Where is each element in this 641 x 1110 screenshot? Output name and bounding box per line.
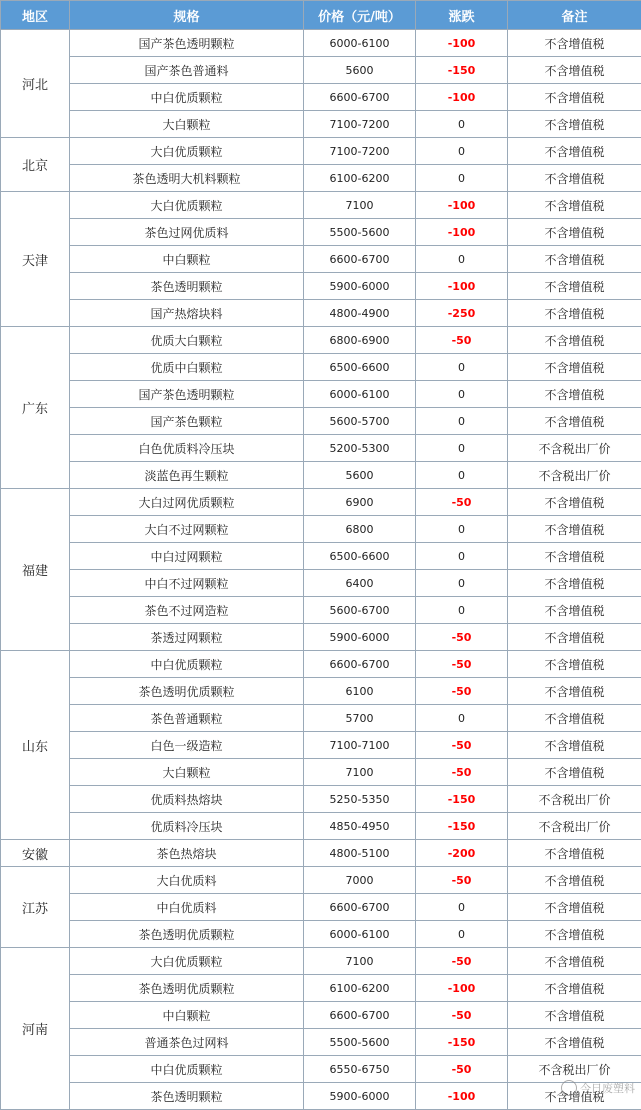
note-cell: 不含税出厂价	[508, 1056, 641, 1083]
change-cell: -50	[416, 327, 508, 354]
change-cell: -50	[416, 1056, 508, 1083]
price-cell: 6800-6900	[304, 327, 416, 354]
price-cell: 6500-6600	[304, 543, 416, 570]
price-cell: 5250-5350	[304, 786, 416, 813]
spec-cell: 中白优质颗粒	[70, 84, 304, 111]
table-row	[1, 921, 641, 948]
price-cell: 7000	[304, 867, 416, 894]
note-cell: 不含增值税	[508, 327, 641, 354]
spec-cell: 大白优质颗粒	[70, 948, 304, 975]
watermark-text: 今日废塑料	[580, 1080, 635, 1096]
note-cell: 不含增值税	[508, 867, 641, 894]
change-cell: 0	[416, 462, 508, 489]
note-cell: 不含增值税	[508, 408, 641, 435]
note-cell: 不含增值税	[508, 921, 641, 948]
note-cell: 不含增值税	[508, 354, 641, 381]
region-cell: 福建	[1, 489, 70, 651]
table-row	[1, 894, 641, 921]
table-row	[1, 759, 641, 786]
table-row	[1, 1002, 641, 1029]
region-cell: 广东	[1, 327, 70, 489]
spec-cell: 茶色透明大机料颗粒	[70, 165, 304, 192]
change-cell: -50	[416, 1002, 508, 1029]
table-row	[1, 30, 641, 57]
spec-cell: 茶透过网颗粒	[70, 624, 304, 651]
region-cell: 北京	[1, 138, 70, 192]
table-row	[1, 597, 641, 624]
note-cell: 不含增值税	[508, 219, 641, 246]
header-price: 价格（元/吨）	[304, 1, 416, 30]
spec-cell: 普通茶色过网料	[70, 1029, 304, 1056]
note-cell: 不含增值税	[508, 597, 641, 624]
change-cell: 0	[416, 597, 508, 624]
change-cell: 0	[416, 705, 508, 732]
spec-cell: 茶色透明优质颗粒	[70, 678, 304, 705]
table-row	[1, 1056, 641, 1083]
table-row	[1, 354, 641, 381]
spec-cell: 国产热熔块料	[70, 300, 304, 327]
table-row	[1, 435, 641, 462]
region-cell: 河北	[1, 30, 70, 138]
change-cell: 0	[416, 408, 508, 435]
change-cell: 0	[416, 894, 508, 921]
table-row	[1, 705, 641, 732]
table-row	[1, 381, 641, 408]
spec-cell: 大白颗粒	[70, 111, 304, 138]
note-cell: 不含增值税	[508, 381, 641, 408]
table-row	[1, 732, 641, 759]
header-row	[1, 1, 641, 30]
price-cell: 5600	[304, 462, 416, 489]
change-cell: 0	[416, 246, 508, 273]
change-cell: 0	[416, 543, 508, 570]
table-row	[1, 408, 641, 435]
price-cell: 7100-7200	[304, 111, 416, 138]
spec-cell: 茶色热熔块	[70, 840, 304, 867]
note-cell: 不含增值税	[508, 516, 641, 543]
price-cell: 7100-7100	[304, 732, 416, 759]
table-row	[1, 867, 641, 894]
table-row	[1, 543, 641, 570]
note-cell: 不含增值税	[508, 300, 641, 327]
price-cell: 7100	[304, 192, 416, 219]
spec-cell: 中白颗粒	[70, 246, 304, 273]
note-cell: 不含增值税	[508, 732, 641, 759]
price-cell: 5500-5600	[304, 1029, 416, 1056]
price-cell: 7100	[304, 759, 416, 786]
table-row	[1, 975, 641, 1002]
note-cell: 不含增值税	[508, 246, 641, 273]
note-cell: 不含税出厂价	[508, 786, 641, 813]
price-cell: 6600-6700	[304, 651, 416, 678]
note-cell: 不含增值税	[508, 489, 641, 516]
table-row	[1, 327, 641, 354]
spec-cell: 大白优质料	[70, 867, 304, 894]
change-cell: -100	[416, 1083, 508, 1110]
spec-cell: 国产茶色普通料	[70, 57, 304, 84]
change-cell: 0	[416, 354, 508, 381]
price-cell: 4850-4950	[304, 813, 416, 840]
spec-cell: 中白优质颗粒	[70, 651, 304, 678]
change-cell: -100	[416, 30, 508, 57]
table-row	[1, 624, 641, 651]
note-cell: 不含增值税	[508, 1002, 641, 1029]
note-cell: 不含增值税	[508, 570, 641, 597]
table-row	[1, 111, 641, 138]
spec-cell: 茶色透明优质颗粒	[70, 975, 304, 1002]
note-cell: 不含增值税	[508, 138, 641, 165]
note-cell: 不含增值税	[508, 894, 641, 921]
table-row	[1, 165, 641, 192]
change-cell: -100	[416, 84, 508, 111]
watermark	[561, 1080, 635, 1096]
region-cell: 山东	[1, 651, 70, 840]
price-cell: 6500-6600	[304, 354, 416, 381]
table-row	[1, 57, 641, 84]
table-row	[1, 192, 641, 219]
note-cell: 不含增值税	[508, 30, 641, 57]
note-cell: 不含增值税	[508, 1029, 641, 1056]
spec-cell: 中白不过网颗粒	[70, 570, 304, 597]
price-cell: 6600-6700	[304, 246, 416, 273]
note-cell: 不含增值税	[508, 192, 641, 219]
header-note: 备注	[508, 1, 641, 30]
note-cell: 不含增值税	[508, 948, 641, 975]
spec-cell: 中白优质颗粒	[70, 1056, 304, 1083]
spec-cell: 大白颗粒	[70, 759, 304, 786]
note-cell: 不含增值税	[508, 705, 641, 732]
table-row	[1, 786, 641, 813]
table-row	[1, 273, 641, 300]
change-cell: -50	[416, 948, 508, 975]
table-row	[1, 651, 641, 678]
table-row	[1, 138, 641, 165]
spec-cell: 茶色普通颗粒	[70, 705, 304, 732]
note-cell: 不含增值税	[508, 840, 641, 867]
change-cell: 0	[416, 381, 508, 408]
table-row	[1, 300, 641, 327]
header-change: 涨跌	[416, 1, 508, 30]
note-cell: 不含增值税	[508, 57, 641, 84]
table-row	[1, 462, 641, 489]
spec-cell: 国产茶色颗粒	[70, 408, 304, 435]
price-cell: 4800-4900	[304, 300, 416, 327]
spec-cell: 优质大白颗粒	[70, 327, 304, 354]
table-row	[1, 489, 641, 516]
region-cell: 天津	[1, 192, 70, 327]
price-cell: 6900	[304, 489, 416, 516]
price-cell: 6600-6700	[304, 84, 416, 111]
table-row	[1, 678, 641, 705]
change-cell: -100	[416, 273, 508, 300]
change-cell: -100	[416, 219, 508, 246]
change-cell: -200	[416, 840, 508, 867]
price-cell: 7100-7200	[304, 138, 416, 165]
change-cell: -150	[416, 1029, 508, 1056]
change-cell: -50	[416, 732, 508, 759]
change-cell: -100	[416, 975, 508, 1002]
spec-cell: 中白过网颗粒	[70, 543, 304, 570]
change-cell: -50	[416, 489, 508, 516]
price-cell: 6800	[304, 516, 416, 543]
price-cell: 6600-6700	[304, 894, 416, 921]
table-row	[1, 570, 641, 597]
price-cell: 5700	[304, 705, 416, 732]
change-cell: -250	[416, 300, 508, 327]
region-cell: 江苏	[1, 867, 70, 948]
note-cell: 不含增值税	[508, 1083, 641, 1110]
change-cell: -150	[416, 786, 508, 813]
note-cell: 不含增值税	[508, 624, 641, 651]
change-cell: -150	[416, 57, 508, 84]
change-cell: 0	[416, 165, 508, 192]
price-cell: 5900-6000	[304, 273, 416, 300]
spec-cell: 优质料热熔块	[70, 786, 304, 813]
price-cell: 7100	[304, 948, 416, 975]
note-cell: 不含增值税	[508, 678, 641, 705]
spec-cell: 白色一级造粒	[70, 732, 304, 759]
price-cell: 5900-6000	[304, 624, 416, 651]
price-cell: 4800-5100	[304, 840, 416, 867]
table-row	[1, 840, 641, 867]
change-cell: -50	[416, 867, 508, 894]
spec-cell: 大白优质颗粒	[70, 192, 304, 219]
note-cell: 不含增值税	[508, 111, 641, 138]
spec-cell: 茶色透明颗粒	[70, 1083, 304, 1110]
price-cell: 6400	[304, 570, 416, 597]
spec-cell: 优质中白颗粒	[70, 354, 304, 381]
price-cell: 5600-6700	[304, 597, 416, 624]
spec-cell: 茶色过网优质料	[70, 219, 304, 246]
table-row	[1, 84, 641, 111]
change-cell: -50	[416, 759, 508, 786]
spec-cell: 大白不过网颗粒	[70, 516, 304, 543]
price-cell: 6100	[304, 678, 416, 705]
price-cell: 5500-5600	[304, 219, 416, 246]
note-cell: 不含税出厂价	[508, 813, 641, 840]
spec-cell: 茶色透明优质颗粒	[70, 921, 304, 948]
region-cell: 安徽	[1, 840, 70, 867]
spec-cell: 淡蓝色再生颗粒	[70, 462, 304, 489]
change-cell: -50	[416, 678, 508, 705]
table-row	[1, 1083, 641, 1110]
table-row	[1, 219, 641, 246]
spec-cell: 国产茶色透明颗粒	[70, 381, 304, 408]
table-row	[1, 948, 641, 975]
change-cell: 0	[416, 111, 508, 138]
region-cell: 河南	[1, 948, 70, 1110]
table-body	[1, 30, 641, 1110]
price-cell: 6000-6100	[304, 30, 416, 57]
spec-cell: 中白优质料	[70, 894, 304, 921]
price-cell: 6000-6100	[304, 381, 416, 408]
note-cell: 不含税出厂价	[508, 462, 641, 489]
spec-cell: 中白颗粒	[70, 1002, 304, 1029]
spec-cell: 大白过网优质颗粒	[70, 489, 304, 516]
change-cell: 0	[416, 435, 508, 462]
note-cell: 不含增值税	[508, 84, 641, 111]
spec-cell: 大白优质颗粒	[70, 138, 304, 165]
price-cell: 6100-6200	[304, 975, 416, 1002]
price-cell: 6600-6700	[304, 1002, 416, 1029]
note-cell: 不含税出厂价	[508, 435, 641, 462]
table-row	[1, 516, 641, 543]
wechat-icon	[561, 1080, 577, 1096]
header-spec: 规格	[70, 1, 304, 30]
table-row	[1, 813, 641, 840]
note-cell: 不含增值税	[508, 273, 641, 300]
note-cell: 不含增值税	[508, 165, 641, 192]
note-cell: 不含增值税	[508, 759, 641, 786]
change-cell: 0	[416, 138, 508, 165]
spec-cell: 优质料冷压块	[70, 813, 304, 840]
spec-cell: 白色优质料冷压块	[70, 435, 304, 462]
table-row	[1, 1029, 641, 1056]
note-cell: 不含增值税	[508, 651, 641, 678]
price-cell: 6000-6100	[304, 921, 416, 948]
price-cell: 5900-6000	[304, 1083, 416, 1110]
change-cell: -150	[416, 813, 508, 840]
note-cell: 不含增值税	[508, 975, 641, 1002]
price-cell: 6550-6750	[304, 1056, 416, 1083]
change-cell: 0	[416, 921, 508, 948]
price-cell: 5600	[304, 57, 416, 84]
change-cell: -50	[416, 624, 508, 651]
change-cell: -50	[416, 651, 508, 678]
table-row	[1, 246, 641, 273]
change-cell: 0	[416, 570, 508, 597]
header-region: 地区	[1, 1, 70, 30]
price-cell: 5600-5700	[304, 408, 416, 435]
change-cell: 0	[416, 516, 508, 543]
price-cell: 6100-6200	[304, 165, 416, 192]
change-cell: -100	[416, 192, 508, 219]
spec-cell: 茶色透明颗粒	[70, 273, 304, 300]
spec-cell: 茶色不过网造粒	[70, 597, 304, 624]
note-cell: 不含增值税	[508, 543, 641, 570]
price-cell: 5200-5300	[304, 435, 416, 462]
spec-cell: 国产茶色透明颗粒	[70, 30, 304, 57]
